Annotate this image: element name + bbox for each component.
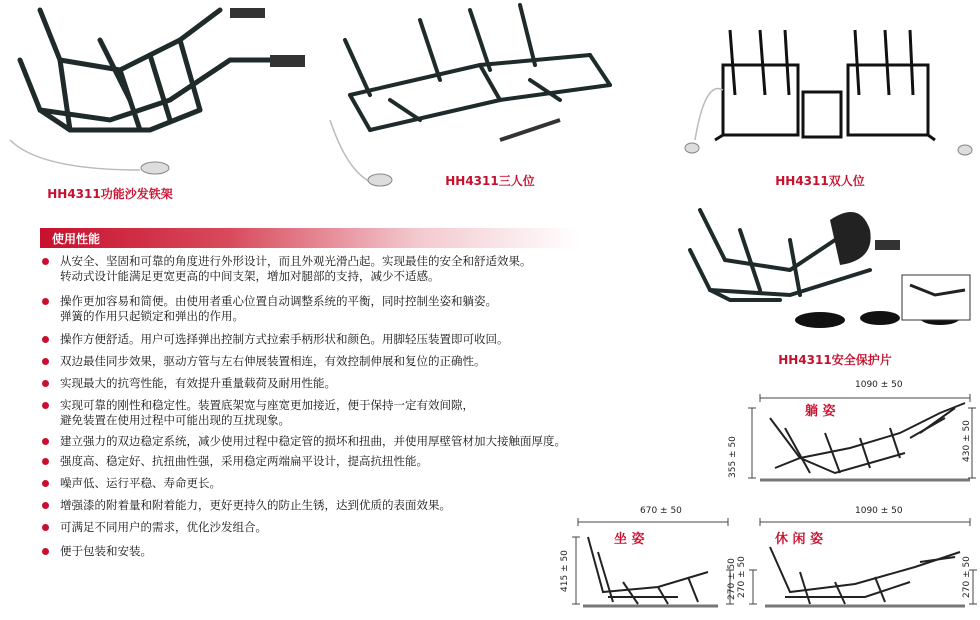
caption-main-frame: HH4311功能沙发铁架 bbox=[47, 187, 173, 201]
feature-item: 建立强力的双边稳定系统，减少使用过程中稳定管的损坏和扭曲，并使用厚壁管材加大接触面厚度。 bbox=[40, 434, 680, 449]
feature-item: 操作方便舒适。用户可选择弹出控制方式拉索手柄形状和颜色。用脚轻压装置即可收回。 bbox=[40, 332, 680, 347]
dim-leisure-left: 270 ± 50 bbox=[737, 556, 747, 598]
section-title: 使用性能 bbox=[52, 232, 101, 246]
caption-three-seat: HH4311三人位 bbox=[445, 174, 535, 188]
feature-item: 从安全、坚固和可靠的角度进行外形设计，而且外观光滑凸起。实现最佳的安全和舒适效果。 转动式设计能满足更宽更高的中间支架，增加对腿部的支持，减少不适感。 bbox=[40, 254, 680, 284]
dim-sitting-width: 670 ± 50 bbox=[640, 506, 682, 516]
feature-item: 便于包装和安装。 bbox=[40, 544, 680, 559]
feature-item: 实现可靠的刚性和稳定性。装置底架宽与座宽更加接近，便于保持一定有效间隙， 避免装置在使用过程中可能出现的互扰现象。 bbox=[40, 398, 680, 428]
caption-guard: HH4311安全保护片 bbox=[778, 353, 892, 367]
dim-lying-width: 1090 ± 50 bbox=[855, 380, 903, 390]
feature-item: 实现最大的抗弯性能，有效提升重量载荷及耐用性能。 bbox=[40, 376, 680, 391]
feature-item: 操作更加容易和简便。由使用者重心位置自动调整系统的平衡，同时控制坐姿和躺姿。 弹簧的作用只起锁定和弹出的作用。 bbox=[40, 294, 680, 324]
feature-item: 强度高、稳定好、抗扭曲性强，采用稳定两端扁平设计，提高抗扭性能。 bbox=[40, 454, 680, 469]
dim-lying-right: 430 ± 50 bbox=[962, 420, 972, 462]
dim-lying-left: 355 ± 50 bbox=[728, 436, 738, 478]
feature-item: 增强漆的附着量和附着能力，更好更持久的防止生锈，达到优质的表面效果。 bbox=[40, 498, 680, 513]
label-leisure: 休 闲 姿 bbox=[775, 532, 824, 547]
caption-two-seat: HH4311双人位 bbox=[775, 174, 865, 188]
feature-item: 可满足不同用户的需求，优化沙发组合。 bbox=[40, 520, 680, 535]
feature-item: 噪声低、运行平稳、寿命更长。 bbox=[40, 476, 680, 491]
dim-sitting-right: 270 ± 50 bbox=[727, 558, 737, 600]
section-banner bbox=[40, 228, 580, 248]
dim-sitting-left: 415 ± 50 bbox=[560, 550, 570, 592]
label-sitting: 坐 姿 bbox=[614, 532, 645, 547]
label-lying: 躺 姿 bbox=[805, 404, 836, 419]
dim-leisure-width: 1090 ± 50 bbox=[855, 506, 903, 516]
feature-item: 双边最佳同步效果，驱动方管与左右伸展装置相连，有效控制伸展和复位的正确性。 bbox=[40, 354, 680, 369]
dim-leisure-right: 270 ± 50 bbox=[962, 556, 972, 598]
